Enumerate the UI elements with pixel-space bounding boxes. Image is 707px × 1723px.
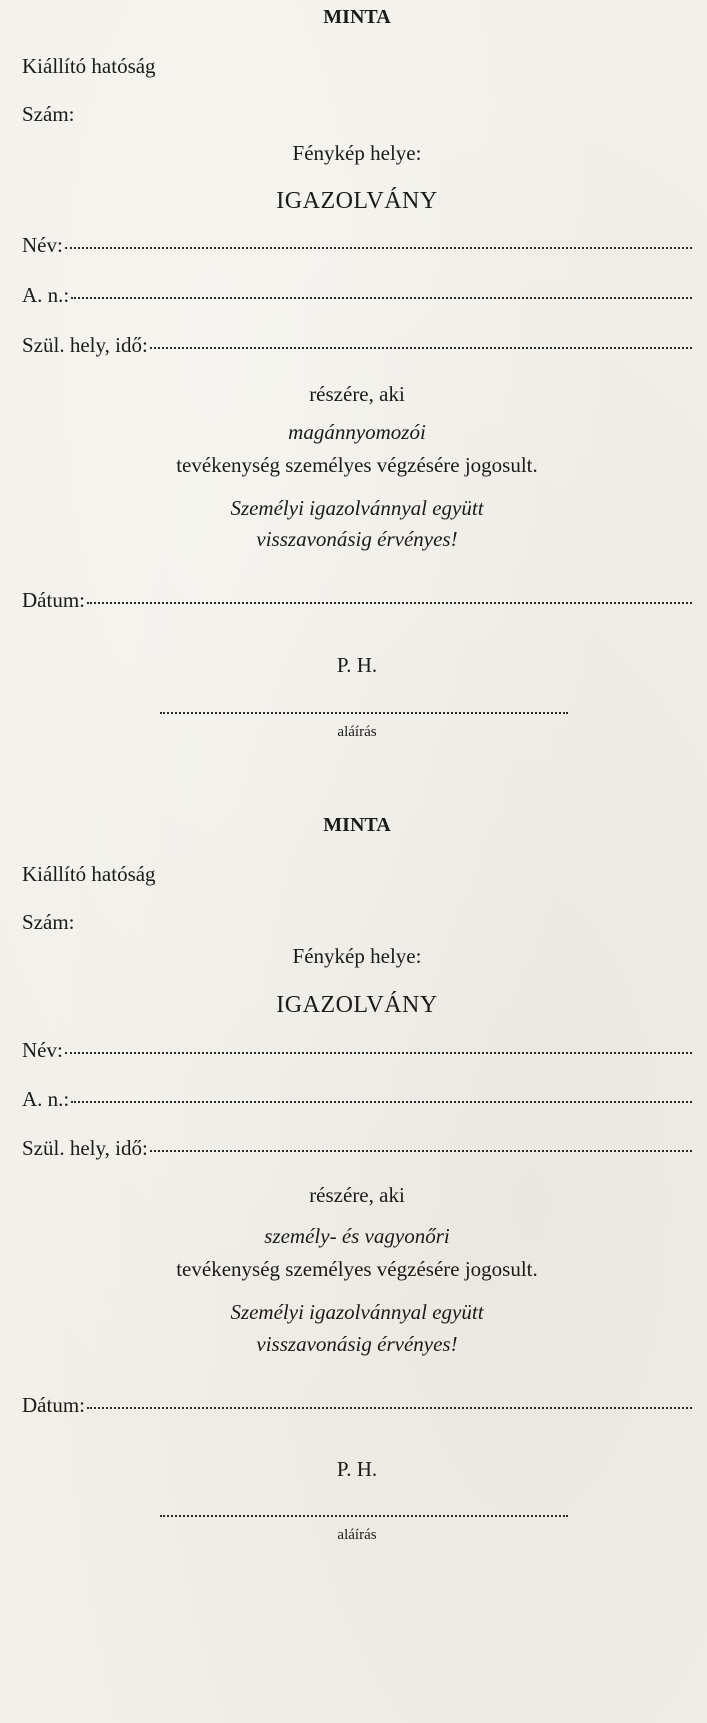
name-field [22, 233, 692, 258]
signature-dotted-line [160, 1515, 568, 1517]
seal-placeholder: P. H. [336, 653, 378, 677]
mother-name-field [22, 283, 692, 308]
sample-heading: MINTA [323, 6, 391, 28]
validity-line-2: visszavonásig érvényes! [256, 1332, 458, 1356]
name-dotted-line [65, 1052, 692, 1054]
document-title: IGAZOLVÁNY [276, 188, 438, 214]
birth-place-date-field [22, 333, 692, 358]
for-whom-text: részére, aki [309, 1183, 405, 1207]
activity-type: személy- és vagyonőri [264, 1224, 450, 1248]
date-field [22, 1393, 692, 1418]
photo-placeholder-label: Fénykép helye: [292, 944, 422, 968]
date-label: Dátum: [22, 588, 85, 612]
mother-name-field [22, 1087, 692, 1112]
activity-type: magánnyomozói [288, 420, 426, 444]
signature-label: aláírás [337, 724, 377, 740]
signature-dotted-line [160, 712, 568, 714]
validity-line-2: visszavonásig érvényes! [256, 527, 458, 551]
name-label: Név: [22, 1038, 63, 1062]
number-label: Szám: [22, 102, 75, 126]
date-label: Dátum: [22, 1393, 85, 1417]
birth-place-date-label: Szül. hely, idő: [22, 1136, 148, 1160]
date-field [22, 588, 692, 613]
birth-place-date-field [22, 1136, 692, 1161]
issuer-label: Kiállító hatóság [22, 862, 156, 886]
validity-line-1: Személyi igazolvánnyal együtt [230, 1300, 484, 1324]
mother-name-label: A. n.: [22, 283, 70, 307]
birth-place-date-label: Szül. hely, idő: [22, 333, 148, 357]
document-title: IGAZOLVÁNY [276, 992, 438, 1018]
id-card-sample-1 [22, 0, 692, 840]
birth-dotted-line [150, 1150, 692, 1152]
mother-name-dotted-line [71, 297, 692, 299]
mother-name-label: A. n.: [22, 1087, 70, 1111]
name-field [22, 1038, 692, 1063]
date-dotted-line [87, 1407, 692, 1409]
name-dotted-line [65, 247, 692, 249]
sample-heading: MINTA [323, 814, 391, 836]
entitlement-text: tevékenység személyes végzésére jogosult. [176, 1257, 538, 1281]
entitlement-text: tevékenység személyes végzésére jogosult. [176, 453, 538, 477]
id-card-sample-2 [22, 814, 692, 1702]
birth-dotted-line [150, 347, 692, 349]
signature-label: aláírás [337, 1527, 377, 1543]
name-label: Név: [22, 233, 63, 257]
issuer-label: Kiállító hatóság [22, 54, 156, 78]
for-whom-text: részére, aki [309, 382, 405, 406]
seal-placeholder: P. H. [336, 1457, 378, 1481]
number-label: Szám: [22, 910, 75, 934]
date-dotted-line [87, 602, 692, 604]
photo-placeholder-label: Fénykép helye: [292, 141, 422, 165]
validity-line-1: Személyi igazolvánnyal együtt [230, 496, 484, 520]
mother-name-dotted-line [71, 1101, 692, 1103]
